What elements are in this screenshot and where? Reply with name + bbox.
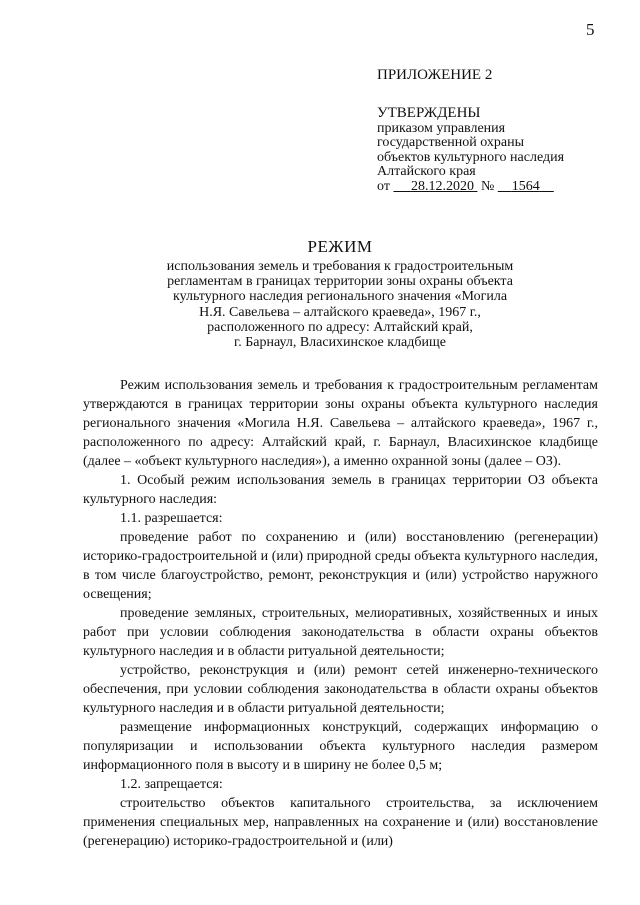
approval-block bbox=[377, 68, 617, 194]
title-heading: РЕЖИМ bbox=[307, 237, 373, 256]
allowed-item: проведение работ по сохранению и (или) восстановлению (регенерации) историко-градостроительной и (или) природной среды объекта культурного наследия, в том числе благоустройство, ремонт, реконструкция и (или) устройство наружного освещения; bbox=[83, 530, 598, 602]
number-label: № bbox=[480, 178, 495, 194]
title-line: Н.Я. Савельева – алтайского краеведа», 1967 г., bbox=[199, 304, 481, 320]
section-heading: 1. Особый режим использования земель в границах территории ОЗ объекта культурного наследия: bbox=[83, 473, 598, 507]
approval-date: 28.12.2020 bbox=[410, 178, 474, 194]
title-line: г. Барнаул, Власихинское кладбище bbox=[234, 335, 446, 351]
title-line: использования земель и требования к градостроительным bbox=[166, 259, 514, 274]
document-title bbox=[130, 237, 550, 350]
title-line: культурного наследия регионального значения «Могила bbox=[172, 289, 508, 305]
subsection-forbidden: 1.2. запрещается: bbox=[120, 777, 223, 792]
approval-number: 1564 bbox=[511, 178, 540, 194]
appendix-label: ПРИЛОЖЕНИЕ 2 bbox=[377, 67, 493, 83]
approval-line: государственной охраны bbox=[377, 135, 525, 150]
approved-label: УТВЕРЖДЕНЫ bbox=[377, 104, 481, 121]
page-number: 5 bbox=[586, 20, 595, 39]
approval-line: Алтайского края bbox=[377, 164, 476, 179]
approval-line: приказом управления bbox=[377, 120, 506, 136]
title-line: регламентам в границах территории зоны охраны объекта bbox=[167, 274, 513, 290]
approval-line: объектов культурного наследия bbox=[377, 149, 565, 165]
allowed-item: проведение земляных, строительных, мелиоративных, хозяйственных и иных работ при условии соблюдения законодательства в области охраны объектов культурного наследия и в области ритуальной деятельности; bbox=[83, 606, 598, 659]
forbidden-item: строительство объектов капитального строительства, за исключением применения специальных мер, направленных на сохранение и (или) восстановление (регенерацию) историко-градостроительной и (или) bbox=[83, 796, 598, 849]
title-line: расположенного по адресу: Алтайский край, bbox=[207, 319, 473, 335]
subsection-allowed: 1.1. разрешается: bbox=[120, 511, 223, 526]
allowed-item: размещение информационных конструкций, содержащих информацию о популяризации и использовании объекта культурного наследия размером информационного поля в высоту и в ширину не более 0,5 м; bbox=[83, 720, 598, 773]
approval-date-line bbox=[377, 180, 617, 195]
document-body bbox=[83, 376, 598, 851]
from-label: от bbox=[377, 178, 390, 194]
allowed-item: устройство, реконструкция и (или) ремонт сетей инженерно-технического обеспечения, при условии соблюдения законодательства в области охраны объектов культурного наследия и в области ритуальной деятельности; bbox=[83, 663, 598, 716]
intro-paragraph: Режим использования земель и требования к градостроительным регламентам утверждаются в границах территории зоны охраны объекта культурного наследия регионального значения «Могила Н.Я. Савельева – алтайского краеведа», 1967 г., расположенного по адресу: Алтайский край, г. Барнаул, Власихинское кладбище (далее – «объект культурного наследия»), а именно охранной зоны (далее – ОЗ). bbox=[83, 378, 598, 469]
